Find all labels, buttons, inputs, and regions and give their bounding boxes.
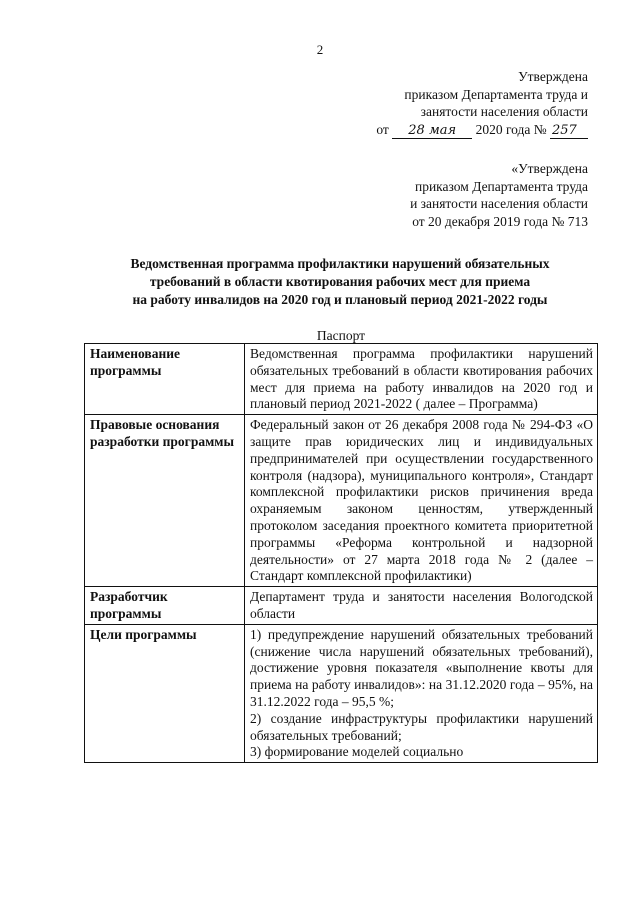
title-line: требований в области квотирования рабочих мест для приема	[149, 274, 531, 289]
goal-item: 1) предупреждение нарушений обязательных требований (снижение числа нарушений обязательных требований), достижение уровня показателя «выполнение квоты для приема на работу инвалидов»: на 31.12.2020 года – 95%, на 31.12.2022 года – 95,5 %;	[250, 626, 593, 709]
table-caption: Паспорт	[316, 328, 366, 343]
approval-line: занятости населения области	[420, 104, 588, 119]
goal-item: 3) формирование моделей социально	[250, 744, 464, 760]
table-row	[85, 624, 598, 762]
approval-line: от 20 декабря 2019 года № 713	[412, 213, 588, 229]
row-label: Цели программы	[85, 624, 245, 762]
approval-year: 2020 года №	[475, 121, 547, 137]
title-line: Ведомственная программа профилактики нарушений обязательных	[130, 256, 550, 271]
row-value: Федеральный закон от 26 декабря 2008 года № 294-ФЗ «О защите прав юридических лиц и индивидуальных предпринимателей при осуществлении государственного контроля (надзора), муниципального контроля», Стандарт комплексной профилактики рисков причинения вреда охраняемым законом ценностям, утвержденный протоколом заседания проектного комитета приоритетной программы «Реформа контрольной и надзорной деятельности» от 27 марта 2018 года № 2 (далее – Стандарт комплексной профилактики)	[245, 415, 598, 587]
row-label: Правовые основания разработки программы	[85, 415, 245, 587]
table-row	[85, 415, 598, 587]
title-line: на работу инвалидов на 2020 год и плановый период 2021-2022 годы	[132, 292, 548, 307]
approval-stamp-current	[308, 68, 588, 139]
handwritten-date: 28 мая	[392, 124, 472, 139]
table-row	[85, 587, 598, 625]
row-value: Департамент труда и занятости населения Вологодской области	[245, 587, 598, 625]
approval-line: приказом Департамента труда и	[404, 86, 588, 102]
approval-line: и занятости населения области	[410, 196, 588, 211]
goal-item: 2) создание инфраструктуры профилактики нарушений обязательных требований;	[250, 710, 593, 743]
row-value-list	[245, 624, 598, 762]
row-label: Разработчик программы	[85, 587, 245, 625]
row-label: Наименование программы	[85, 344, 245, 415]
page-number: 2	[316, 42, 324, 57]
approval-date-line	[308, 121, 588, 139]
handwritten-number: 257	[550, 124, 588, 139]
approval-line: «Утверждена	[511, 161, 588, 176]
row-value: Ведомственная программа профилактики нарушений обязательных требований в области квотирования рабочих мест для приема на работу инвалидов на 2020 год и плановый период 2021-2022 ( далее – Программа)	[245, 344, 598, 415]
approval-stamp-previous	[308, 160, 588, 230]
approval-prefix: от	[376, 121, 389, 137]
table-row	[85, 344, 598, 415]
passport-table	[84, 343, 598, 763]
approval-line: Утверждена	[518, 69, 588, 84]
document-title	[80, 255, 600, 309]
approval-line: приказом Департамента труда	[414, 178, 588, 194]
